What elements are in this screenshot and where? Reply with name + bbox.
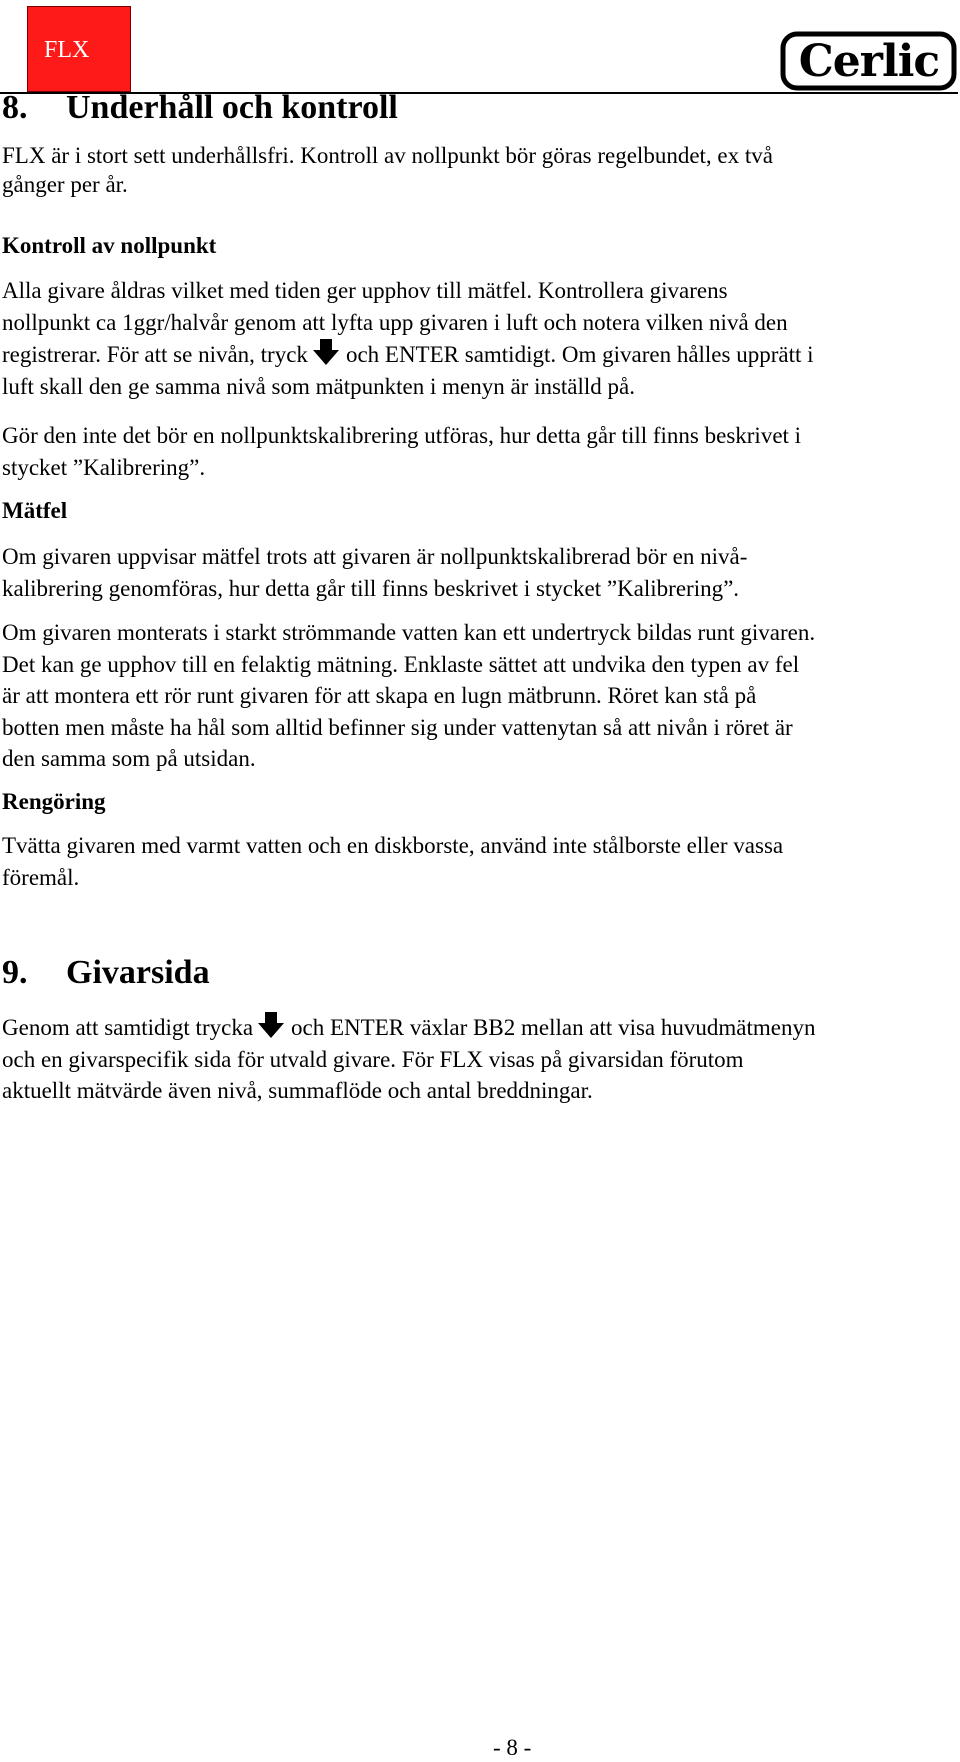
svg-text:Cerlic: Cerlic [798, 36, 940, 87]
flx-tab-label: FLX [27, 6, 131, 92]
text-line: Om givaren monterats i starkt strömmande vatten kan ett undertryck bildas runt givaren. [2, 620, 816, 645]
text-line: Gör den inte det bör en nollpunktskalibrering utföras, hur detta går till finns beskrivet i [2, 423, 802, 448]
text-line: botten men måste ha hål som alltid befinner sig under vattenytan så att nivån i röret är [2, 714, 793, 740]
section-8-heading [2, 88, 398, 128]
text-line: kalibrering genomföras, hur detta går till finns beskrivet i stycket ”Kalibrering”. [2, 575, 740, 601]
matfel-paragraph [2, 541, 957, 604]
text-line: aktuellt mätvärde även nivå, summaflöde och antal breddningar. [2, 1078, 593, 1103]
page-number: - 8 - [493, 1735, 532, 1760]
text-line: luft skall den ge samma nivå som mätpunkten i menyn är inställd på. [2, 373, 636, 399]
givarsida-paragraph [2, 1011, 957, 1107]
text-line [2, 1011, 957, 1044]
kalibrering-paragraph [2, 420, 957, 483]
text-line: FLX är i stort sett underhållsfri. Kontroll av nollpunkt bör göras regelbundet, ex två [2, 143, 773, 168]
text-line: nollpunkt ca 1ggr/halvår genom att lyfta upp givaren i luft och notera vilken nivå den [2, 309, 788, 335]
subheading-kontroll: Kontroll av nollpunkt [2, 233, 217, 258]
text-line: gånger per år. [2, 171, 128, 197]
text-line: Alla givare åldras vilket med tiden ger upphov till mätfel. Kontrollera givarens [2, 278, 728, 303]
down-arrow-icon [312, 338, 340, 366]
text-segment: och ENTER samtidigt. Om givaren hålles upprätt i [345, 342, 814, 367]
subheading-matfel: Mätfel [2, 498, 68, 523]
down-arrow-icon [257, 1011, 285, 1039]
text-line: stycket ”Kalibrering”. [2, 454, 206, 480]
text-line: den samma som på utsidan. [2, 746, 256, 771]
text-line: Tvätta givaren med varmt vatten och en diskborste, använd inte stålborste eller vassa [2, 833, 784, 858]
text-line: Det kan ge upphov till en felaktig mätning. Enklaste sättet att undvika den typen av fel [2, 651, 800, 677]
intro-paragraph [2, 140, 957, 200]
text-line: föremål. [2, 864, 80, 890]
undertryck-paragraph [2, 617, 957, 775]
text-line [2, 338, 957, 371]
text-segment: registrerar. För att se nivån, tryck [2, 342, 308, 367]
text-segment: och ENTER växlar BB2 mellan att visa huvudmätmenyn [291, 1015, 816, 1040]
section-8-number: 8. [2, 89, 28, 126]
subheading-rengoring: Rengöring [2, 789, 106, 814]
kontroll-paragraph [2, 275, 957, 402]
rengoring-paragraph [2, 830, 957, 893]
text-line: och en givarspecifik sida för utvald givare. För FLX visas på givarsidan förutom [2, 1046, 744, 1072]
cerlic-logo [780, 30, 958, 102]
text-line: Om givaren uppvisar mätfel trots att givaren är nollpunktskalibrerad bör en nivå- [2, 544, 748, 569]
section-9-heading [2, 953, 210, 993]
text-segment: Genom att samtidigt trycka [2, 1015, 254, 1040]
section-8-title: Underhåll och kontroll [66, 89, 398, 126]
text-line: är att montera ett rör runt givaren för att skapa en lugn mätbrunn. Röret kan stå på [2, 683, 757, 708]
section-9-title: Givarsida [66, 954, 210, 991]
section-9-number: 9. [2, 954, 28, 991]
